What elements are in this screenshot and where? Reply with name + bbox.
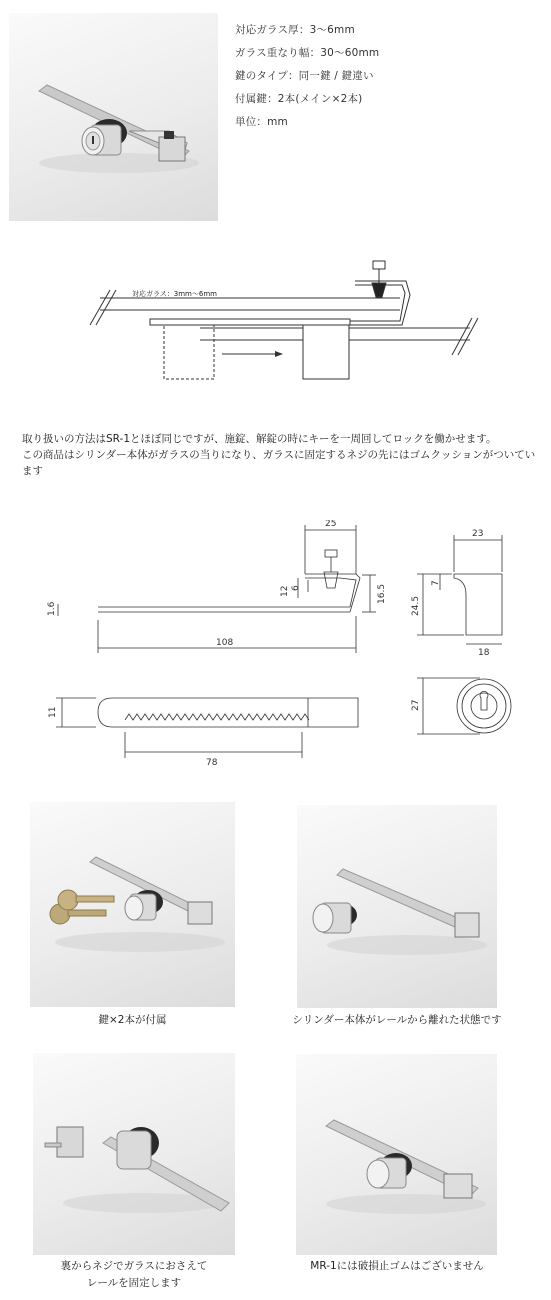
description-line-1: 取り扱いの方法はSR-1とほぼ同じですが、施錠、解錠の時にキーを一周回してロックを働かせます。 xyxy=(22,433,497,445)
dim-27: 27 xyxy=(411,699,421,711)
dim-7: 7 xyxy=(431,580,441,586)
caption-photo-4: MR-1には破損止ゴムはございません xyxy=(310,1260,484,1272)
spec-glass-thickness: 対応ガラス厚：3～6mm xyxy=(235,24,355,36)
spec-key-type: 鍵のタイプ：同一鍵 / 鍵違い xyxy=(235,70,374,82)
lock-product-image xyxy=(9,13,218,221)
caption-photo-2: シリンダー本体がレールから離れた状態です xyxy=(292,1014,502,1026)
installation-diagram xyxy=(80,255,490,390)
spec-included-keys: 付属鍵：2本(メイン×2本) xyxy=(235,93,363,105)
dimension-drawing xyxy=(40,520,530,770)
caption-photo-3-line-2: レールを固定します xyxy=(86,1277,182,1289)
cylinder-detached-image xyxy=(297,805,497,1008)
dim-11: 11 xyxy=(48,706,58,718)
caption-photo-3-line-1: 裏からネジでガラスにおさえて xyxy=(60,1260,208,1272)
dim-18: 18 xyxy=(478,648,490,658)
dim-16-5: 16.5 xyxy=(377,583,387,604)
product-photo-back xyxy=(33,1053,235,1255)
description-line-2: この商品はシリンダー本体がガラスの当りになり、ガラスに固定するネジの先にはゴムクッションがついています xyxy=(22,449,536,477)
back-screw-image xyxy=(33,1053,235,1255)
caption-photo-1: 鍵×2本が付属 xyxy=(98,1014,167,1026)
spec-unit: 単位：mm xyxy=(235,116,288,128)
dim-25: 25 xyxy=(325,520,337,529)
dim-23: 23 xyxy=(472,529,484,539)
product-photo-keys xyxy=(30,802,235,1007)
dim-24-5: 24.5 xyxy=(411,595,421,616)
dim-108: 108 xyxy=(216,638,234,648)
product-photo-main xyxy=(9,13,218,221)
glass-thickness-label: 対応ガラス：3mm～6mm xyxy=(132,290,217,298)
spec-glass-overlap: ガラス重なり幅：30～60mm xyxy=(235,47,380,59)
lock-no-rubber-image xyxy=(296,1054,497,1255)
dim-12: 12 xyxy=(280,585,290,597)
dim-78: 78 xyxy=(206,758,218,768)
dim-6: 6 xyxy=(291,585,301,591)
dim-1-6: 1.6 xyxy=(47,601,57,616)
product-photo-detached xyxy=(297,805,497,1008)
product-photo-no-rubber xyxy=(296,1054,497,1255)
description-paragraph xyxy=(22,431,542,479)
keys-and-lock-image xyxy=(30,802,235,1007)
